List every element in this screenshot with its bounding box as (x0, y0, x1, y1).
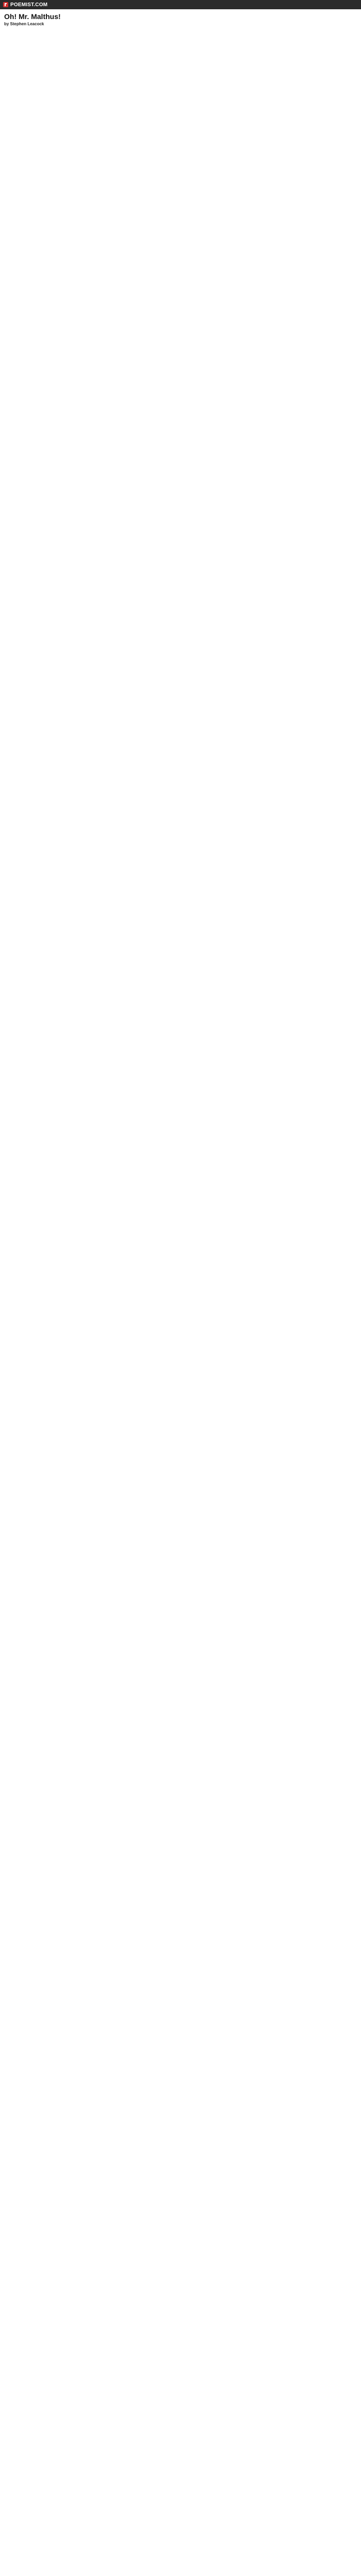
site-logo[interactable] (3, 2, 47, 8)
poem-author: by Stephen Leacock (4, 22, 44, 26)
poemist-logo-icon (3, 2, 8, 7)
site-header (0, 0, 361, 9)
logo-text: POEMIST.COM (10, 2, 48, 8)
poem-title: Oh! Mr. Malthus! (4, 12, 61, 21)
poem-page (0, 9, 361, 27)
